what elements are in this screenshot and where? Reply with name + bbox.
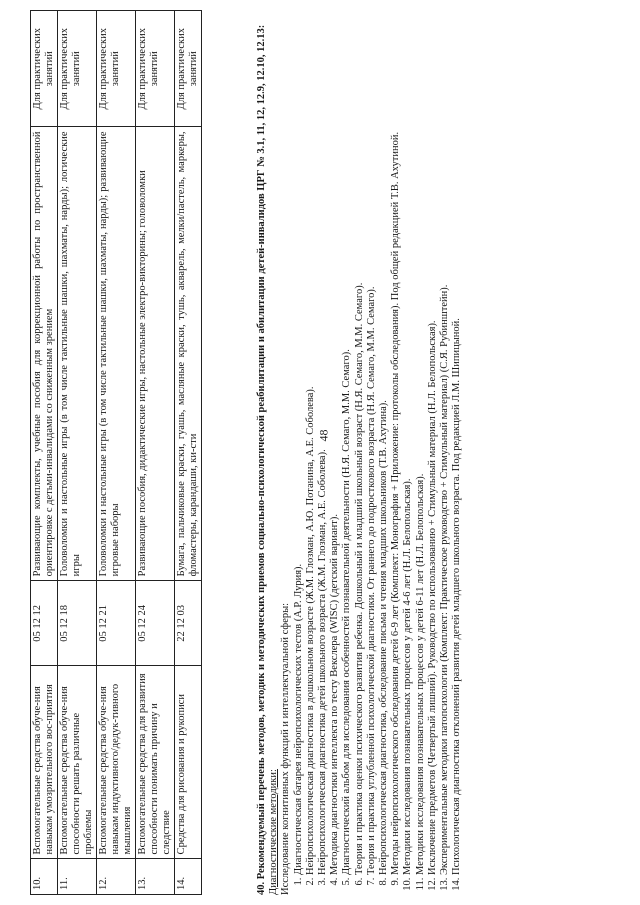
table-row	[136, 11, 175, 895]
aid-purpose: Для практических занятий	[136, 11, 175, 127]
table-row	[175, 11, 202, 895]
table-row	[31, 11, 58, 895]
list-item: 6. Теория и практика оценки психического развития ребенка. Дошкольный и младший школьный возраст (Н.Я. Семаго, М.М. Семаго).	[354, 10, 366, 875]
table-row	[97, 11, 136, 895]
list-item: 3. Нейропсихологическая диагностика детей школьного возраста (Ж.М. Глозман, А.Е. Соболева).	[317, 10, 329, 875]
aid-name: Вспомогательные средства обуче-ния навыкам умозрительного вос-приятия	[31, 666, 58, 859]
aid-description: Развивающие пособия, дидактические игры, настольные электро-викторины; головоломки	[136, 127, 175, 581]
methods-list-b	[402, 10, 463, 895]
equipment-table	[30, 10, 202, 895]
list-item: 2. Нейропсихологическая диагностика в дошкольном возрасте (Ж.М. Глозман, А.Ю. Потанина, А.Е. Соболева).	[305, 10, 317, 875]
row-number: 14.	[175, 859, 202, 895]
aid-name: Вспомогательные средства обуче-ния навыкам индуктивного/дедук-тивного мышления	[97, 666, 136, 859]
row-number: 11.	[58, 859, 97, 895]
aid-name: Вспомогательные средства для развития способности понимать причину и следствие	[136, 666, 175, 859]
list-item: 7. Теория и практика углубленной психологической диагностики. От раннего до подросткового возраста (Н.Я. Семаго, М.М. Семаго).	[366, 10, 378, 875]
methods-section	[256, 10, 463, 895]
aid-purpose: Для практических занятий	[97, 11, 136, 127]
list-item: 8. Нейропсихологическая диагностика, обследование письма и чтения младших школьников (Т.В. Ахутина).	[378, 10, 390, 875]
list-item: 10. Методики исследования познавательных процессов у детей 4-6 лет (Н.Л. Белопольская).	[402, 10, 414, 875]
rotated-page-content	[30, 10, 600, 895]
aid-code: 05 12 12	[31, 581, 58, 666]
aid-purpose: Для практических занятий	[58, 11, 97, 127]
list-item: 11. Методики исследования познавательных процессов у детей 6-11 лет (Н.Л. Белопольская).	[415, 10, 427, 875]
aid-code: 05 12 21	[97, 581, 136, 666]
section-heading: 40. Рекомендуемый перечень методов, методик и методических приемов социально-психологической реабилитации и абилитации детей-инвалидов ЦРГ № 3.1, 11, 12, 12.9, 12.10, 12.13:	[256, 24, 267, 895]
section-intro: Исследование когнитивных функций и интеллектуальной сферы:	[280, 602, 292, 895]
row-number: 13.	[136, 859, 175, 895]
aid-purpose: Для практических занятий	[175, 11, 202, 127]
list-item: 14. Психологическая диагностика отклонений развития детей младшего школьного возраста. Под редакцией Л.М. Шипицыной.	[451, 10, 463, 875]
list-item: 9. Методы нейропсихологического обследования детей 6-9 лет (Комплект: Монография + Приложение: протоколы обследования). Под общей редакцией Т.В. Ахутиной.	[390, 10, 402, 875]
aid-code: 05 12 24	[136, 581, 175, 666]
list-item: 5. Диагностический альбом для исследования особенностей познавательной деятельности (Н.Я. Семаго, М.М. Семаго).	[341, 10, 353, 875]
aid-description: Головоломки и настольные игры (в том числе тактильные шашки, шахматы, нарды); развивающие игровые наборы	[97, 127, 136, 581]
page-number: 48	[316, 429, 331, 442]
list-item: 1. Диагностическая батарея нейропсихологических тестов (А.Р. Лурия).	[293, 10, 305, 875]
aid-purpose: Для практических занятий	[31, 11, 58, 127]
aid-description: Развивающие комплекты, учебные пособия для коррекционной работы по пространственной ориентировке с детьми-инвалидами со сниженным зрением	[31, 127, 58, 581]
list-item: 12. Исключение предметов (Четвертый лишний). Руководство по использованию + Стимульный материал (Н.Л. Белопольская).	[427, 10, 439, 875]
methods-list-a	[293, 10, 403, 895]
list-item: 4. Методика диагностики интеллекта по тесту Векслера (WISC) (детский вариант).	[329, 10, 341, 875]
table-row	[58, 11, 97, 895]
row-number: 12.	[97, 859, 136, 895]
row-number: 10.	[31, 859, 58, 895]
list-item: 13. Экспериментальные методики патопсихологии (Комплект: Практическое руководство + Стимульный материал) (С.Я. Рубинштейн).	[439, 10, 451, 875]
aid-code: 22 12 03	[175, 581, 202, 666]
aid-description: Головоломки и настольные игры (в том числе тактильные шашки, шахматы, нарды); логические игры	[58, 127, 97, 581]
aid-name: Средства для рисования и рукописи	[175, 666, 202, 859]
aid-name: Вспомогательные средства обуче-ния способности решать различные проблемы	[58, 666, 97, 859]
section-subheading: Диагностические методики:	[268, 769, 280, 895]
aid-description: Бумага, пальчиковые краски, гуашь, масляные краски, тушь, акварель, мелки/пастель, маркеры, фломастеры, карандаши, ки-сти	[175, 127, 202, 581]
aid-code: 05 12 18	[58, 581, 97, 666]
